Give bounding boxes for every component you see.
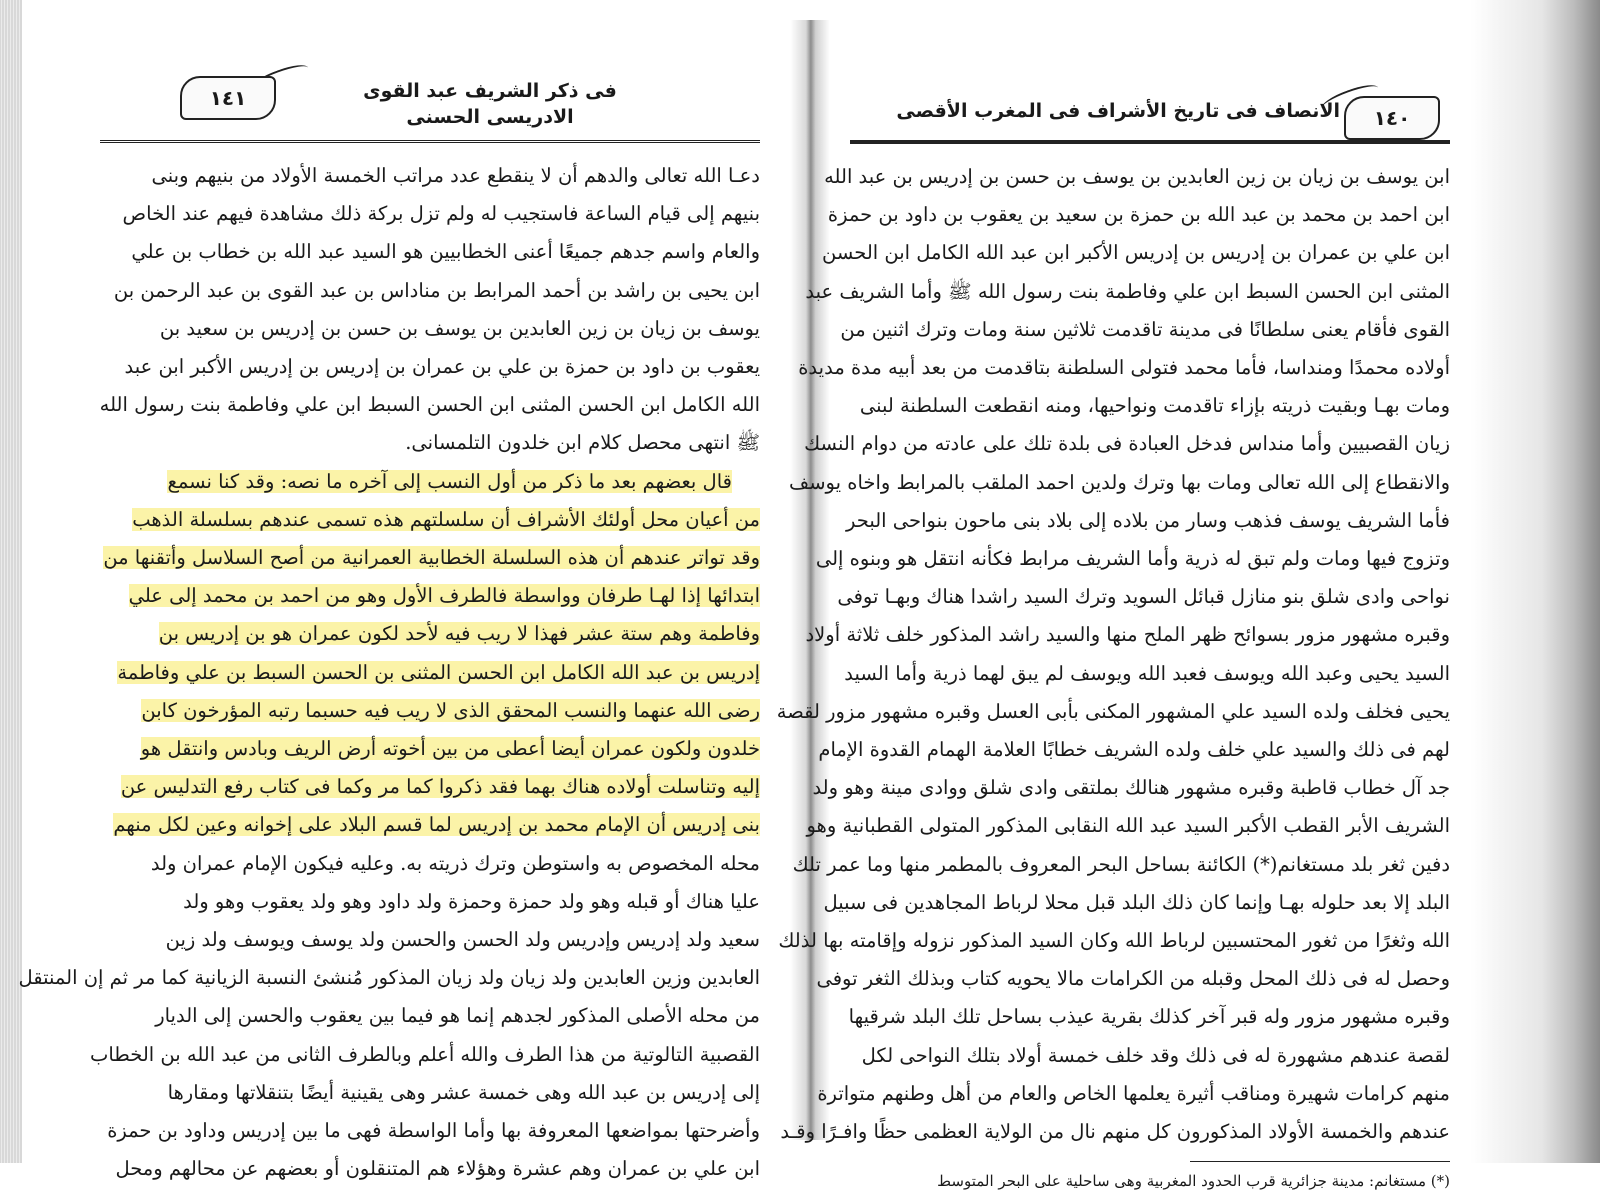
text-line: الله وثغرًا من ثغور المحتسبين لرباط الله وكان السيد المذكور نزوله وإقامته بها لذلك xyxy=(778,929,1450,953)
text-line: ابن علي بن عمران بن إدريس بن إدريس الأكبر ابن عبد الله الكامل ابن الحسن xyxy=(822,241,1450,265)
text-line: والانقطاع إلى الله تعالى ومات بها وترك ولدين احمد الملقب بالمرابط واخاه يوسف xyxy=(789,470,1450,494)
right-header-title: الانصاف فى تاريخ الأشراف فى المغرب الأقصى xyxy=(896,100,1340,122)
text-line: عندهم والخمسة الأولاد المذكورون كل منهم نال من الولاية العظمى حظًا وافـرًا وقـد xyxy=(780,1120,1450,1144)
text-line: ابن احمد بن محمد بن عبد الله بن حمزة بن سعيد بن يعقوب بن داود بن حمزة xyxy=(827,203,1450,227)
left-header-title xyxy=(360,78,620,130)
text-line: وتزوج فيها ومات ولم تبق له ذرية وأما الشريف مرابط فكأنه انتقل هو وبنوه إلى xyxy=(815,547,1450,571)
text-line: إدريس بن عبد الله الكامل ابن الحسن المثنى بن الحسن السبط بن علي وفاطمة xyxy=(117,660,760,684)
right-page xyxy=(776,60,1450,1191)
text-line: من محله الأصلى المذكور لجدهم إنما هو فيما بين يعقوب والحسن إلى الديار xyxy=(155,1004,760,1028)
text-line: وقد تواتر عندهم أن هذه السلسلة الخطابية العمرانية من أصح السلاسل وأتقنها من xyxy=(103,546,760,570)
footnote-rule xyxy=(1190,1161,1450,1162)
left-header-line2: الادريسى الحسنى xyxy=(406,106,574,128)
text-line: القوى فأقام يعنى سلطانًا فى مدينة تاقدمت ثلاثين سنة ومات وترك اثنين من xyxy=(840,317,1450,341)
text-line: بنيهم إلى قيام الساعة فاستجيب له ولم تزل بركة ذلك مشاهدة فيهم عند الخاص xyxy=(122,202,760,226)
text-line: خلدون ولكون عمران أيضا أعطى من بين أخوته أرض الريف وبادس وانتقل هو xyxy=(140,737,760,761)
text-line: يعقوب بن داود بن حمزة بن علي بن عمران بن إدريس بن إدريس الأكبر ابن عبد xyxy=(124,355,760,379)
text-line: وقبره مشهور مزور وله قبر آخر كذلك بقرية عيذب بساحل تلك البلد شرقيها xyxy=(848,1005,1450,1029)
text-line: عليا هناك أو قبله وهو ولد حمزة وحمزة ولد داود وهو ولد يعقوب وهو ولد xyxy=(183,889,760,913)
text-line: لهم فى ذلك والسيد علي خلف ولده الشريف خطابًا العلامة الهمام القدوة الإمام xyxy=(818,738,1450,762)
text-line: السيد يحيى وعبد الله ويوسف فعبد الله ويوسف لم يبق لهما ذرية وأما السيد xyxy=(844,661,1450,685)
left-body-text xyxy=(18,157,760,1188)
text-line: سعيد ولد إدريس وإدريس ولد الحسن والحسن ولد يوسف ويوسف ولد زين xyxy=(165,928,760,952)
right-running-head xyxy=(850,60,1450,144)
text-line: نواحى وادى شلق بنو منازل قبائل السويد وترك السيد راشدا هناك وبهـا توفى xyxy=(837,585,1450,609)
text-line: وقبره مشهور مزور بسوائح ظهر الملح منها والسيد راشد المذكور خلف ثلاثة أولاد xyxy=(805,623,1450,647)
text-line: وفاطمة وهم ستة عشر فهذا لا ريب فيه لأحد لكون عمران هو بن إدريس بن xyxy=(158,622,760,646)
page-edges-right xyxy=(1470,0,1600,1163)
right-page-number: ١٤٠ xyxy=(1344,96,1440,140)
text-line: ومات بهـا وبقيت ذريته بإزاء تاقدمت ونواحيها، ومنه انقطعت السلطنة لبنى xyxy=(859,394,1450,418)
text-line: دعـا الله تعالى والدهم أن لا ينقطع عدد مراتب الخمسة الأولاد من بنيهم وبنى xyxy=(151,164,760,187)
text-line: محله المخصوص به واستوطن وترك ذريته به. وعليه فيكون الإمام عمران ولد xyxy=(150,851,760,875)
text-line: وأضرحتها بمواضعها المعروفة بها وأما الواسطة فهى ما بين إدريس وداود بن حمزة xyxy=(107,1119,760,1143)
left-page xyxy=(18,60,760,1181)
text-line: ابن علي بن عمران وهم عشرة وهؤلاء هم المتنقلون أو بعضهم عن محالهم ومحل xyxy=(115,1157,760,1181)
text-line: زيان القصبيين وأما منداس فدخل العبادة فى بلدة تلك على عادته من دوام النسك xyxy=(804,432,1450,456)
text-line: جد آل خطاب قاطبة وقبره مشهور هنالك بملتقى وادى شلق ووادى مينة وهو ولد xyxy=(812,776,1450,800)
text-line: لقصة عندهم مشهورة له فى ذلك وقد خلف خمسة أولاد بتلك النواحى لكل xyxy=(861,1043,1450,1067)
text-line: القصبية التالوتية من هذا الطرف والله أعلم وبالطرف الثانى من عبد الله بن الخطاب xyxy=(89,1042,760,1066)
text-line: البلد إلا بعد حلوله بهـا وإنما كان ذلك البلد قبل محلا لرباط المجاهدين فى سبيل xyxy=(823,890,1450,914)
text-line: بنى إدريس أن الإمام محمد بن إدريس لما قسم البلاد على إخوانه وعين لكل منهم xyxy=(113,813,760,837)
text-line: يوسف بن زيان بن زين العابدين بن يوسف بن حسن بن إدريس بن سعيد بن xyxy=(159,316,760,340)
left-page-number: ١٤١ xyxy=(180,76,276,120)
text-line: يحيى فخلف ولده السيد علي المشهور المكنى بأبى العسل وقبره مشهور مزور لقصة xyxy=(776,699,1450,723)
left-running-head xyxy=(100,60,760,143)
text-line: فأما الشريف يوسف فذهب وسار من بلاده إلى بلاد بنى ماحون بنواحى البحر xyxy=(846,508,1450,532)
text-line: قال بعضهم بعد ما ذكر من أول النسب إلى آخره ما نصه: وقد كنا نسمع xyxy=(167,469,732,493)
text-line: دفين ثغر بلد مستغانم(*) الكائنة بساحل البحر المعروف بالمطمر منها وما عمر تلك xyxy=(792,852,1450,876)
text-line: وحصل له فى ذلك المحل وقبله من الكرامات مالا يحويه كتاب وبذلك الثغر توفى xyxy=(816,967,1450,991)
text-line: والعام واسم جدهم جميعًا أعنى الخطابيين هو السيد عبد الله بن خطاب بن علي xyxy=(131,240,760,264)
text-line: ابتدائها إذا لهـا طرفان وواسطة فالطرف الأول وهو من احمد بن محمد إلى علي xyxy=(128,584,760,608)
text-line: رضى الله عنهما والنسب المحقق الذى لا ريب فيه حسبما رتبه المؤرخون كابن xyxy=(141,698,760,722)
text-line: الله الكامل ابن الحسن المثنى ابن الحسن السبط ابن علي وفاطمة بنت رسول الله xyxy=(99,393,760,417)
text-line: ابن يحيى بن راشد بن أحمد المرابط بن مناداس بن عبد القوى بن عبد الرحمن بن xyxy=(113,278,760,302)
text-line: ابن يوسف بن زيان بن زين العابدين بن يوسف بن حسن بن إدريس بن عبد الله xyxy=(824,165,1450,188)
text-line: المثنى ابن الحسن السبط ابن علي وفاطمة بنت رسول الله ﷺ وأما الشريف عبد xyxy=(805,279,1450,303)
text-line: ﷺ انتهى محصل كلام ابن خلدون التلمسانى. xyxy=(405,431,760,455)
left-header-line1: فى ذكر الشريف عبد القوى xyxy=(363,80,617,102)
text-line: إليه وتناسلت أولاده هناك بهما فقد ذكروا كما مر وكما فى كتاب رفع التدليس عن xyxy=(120,775,760,799)
text-line: أولاده محمدًا ومنداسا، فأما محمد فتولى السلطنة بتاقدمت من بعد أبيه مدة مديدة xyxy=(798,356,1450,380)
text-line: العابدين وزين العابدين ولد زيان ولد زيان المذكور مُنشئ النسبة الزيانية كما مر ثم إن المنتقل xyxy=(18,966,760,990)
text-line: الشريف الأبر القطب الأكبر السيد عبد الله النقابى المذكور المتولى القطبانية وهو xyxy=(806,814,1450,838)
text-line: إلى إدريس بن عبد الله وهى خمسة عشر وهى يقينية أيضًا بتنقلاتها ومقارها xyxy=(167,1080,760,1104)
right-body-text xyxy=(776,158,1450,1151)
text-line: من أعيان محل أولئك الأشراف أن سلسلتهم هذه تسمى عندهم بسلسلة الذهب xyxy=(132,507,760,531)
footnote: (*) مستغانم: مدينة جزائرية قرب الحدود المغربية وهى ساحلية على البحر المتوسط xyxy=(937,1172,1450,1191)
text-line: منهم كرامات شهيرة ومناقب أثيرة يعلمها الخاص والعام من أهل وطنهم متواترة xyxy=(817,1081,1450,1105)
